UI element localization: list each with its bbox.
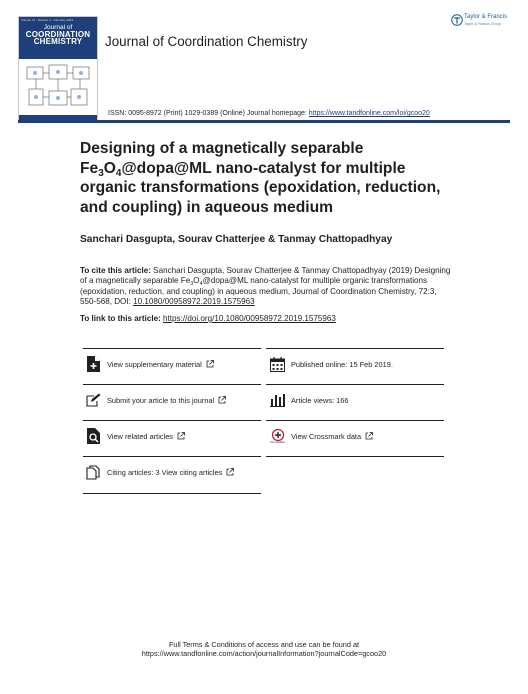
crossmark-label: View Crossmark data: [291, 431, 362, 441]
cover-journal-line1: Journal of: [43, 24, 73, 31]
external-link-icon: [218, 396, 226, 404]
cite-label: To cite this article:: [80, 266, 154, 275]
submit-label: Submit your article to this journal: [107, 395, 215, 405]
title-sub3: 3: [98, 167, 104, 179]
published-online: [270, 356, 393, 372]
divider: [83, 384, 261, 385]
title-o: O: [103, 159, 116, 177]
citing-label: Citing articles: 3 View citing articles: [107, 467, 223, 477]
cite-sub3: 3: [190, 281, 194, 288]
cover-figure: [25, 63, 91, 111]
title-sub4: 4: [115, 167, 122, 179]
issn-text: ISSN: 0095-8972 (Print) 1029-0389 (Online) Journal homepage:: [108, 110, 309, 117]
divider: [83, 420, 261, 421]
external-link-icon: [365, 432, 373, 440]
cover-journal-name: [21, 24, 95, 45]
publisher-name: Taylor & Francis: [464, 14, 508, 20]
external-link-icon: [226, 468, 234, 476]
journal-title[interactable]: Journal of Coordination Chemistry: [105, 34, 308, 49]
crossmark-icon: [270, 428, 285, 444]
supplementary-label: View supplementary material: [107, 359, 202, 369]
title-fe: Fe: [80, 159, 99, 177]
divider: [83, 348, 261, 349]
external-link-icon: [177, 432, 185, 440]
publisher-tagline: Taylor & Francis Group: [464, 22, 501, 26]
citation-block: [80, 266, 452, 307]
issn-line: [108, 110, 430, 117]
views-label: Article views: 166: [291, 395, 349, 405]
cite-o: O: [193, 276, 200, 286]
divider: [83, 493, 261, 494]
title-rest: @dopa@ML nano-catalyst for multiple organic transformations (epoxidation, reduction, and coupling) in aqueous medium: [80, 159, 441, 216]
journal-cover: [18, 16, 98, 122]
cover-small-text: Volume 72 · Number 3 · February 2019: [21, 18, 74, 22]
taylor-francis-logo-icon[interactable]: [451, 14, 463, 26]
divider: [83, 456, 261, 457]
citing-articles-link[interactable]: [86, 464, 234, 480]
crossmark-link[interactable]: [270, 428, 373, 444]
document-plus-icon: [86, 356, 101, 372]
supplementary-material-link[interactable]: [86, 356, 214, 372]
title-prefix: Designing of a magnetically separable: [80, 140, 364, 157]
footer-url[interactable]: https://www.tandfonline.com/action/journalInformation?journalCode=gcoo20: [141, 649, 387, 658]
submit-article-link[interactable]: [86, 392, 226, 408]
doi-link[interactable]: 10.1080/00958972.2019.1575963: [133, 296, 255, 306]
published-label: Published online: 15 Feb 2019.: [291, 359, 393, 369]
cite-part1: Sanchari Dasgupta, Sourav Chatterjee & Tanmay Chattopadhyay (2019) Designing of a magnetically separable Fe: [80, 266, 451, 286]
article-doi-url[interactable]: https://doi.org/10.1080/00958972.2019.1575963: [163, 314, 336, 323]
cover-journal-line3: CHEMISTRY: [33, 37, 83, 46]
link-label: To link to this article:: [80, 314, 164, 323]
journal-homepage-link[interactable]: https://www.tandfonline.com/loi/gcoo20: [308, 110, 430, 117]
article-views: [270, 392, 349, 408]
cover-band: [19, 17, 97, 59]
divider: [266, 348, 444, 349]
divider: [266, 420, 444, 421]
header-rule: [18, 120, 510, 123]
related-articles-link[interactable]: [86, 428, 185, 444]
article-link-line: [80, 314, 336, 323]
footer-line1: Full Terms & Conditions of access and use can be found at: [168, 640, 360, 649]
bar-chart-icon: [270, 392, 285, 408]
external-link-icon: [206, 360, 214, 368]
calendar-icon: [270, 356, 285, 372]
related-label: View related articles: [107, 431, 173, 441]
cite-sub4: 4: [199, 281, 203, 288]
divider: [266, 456, 444, 457]
copy-documents-icon: [86, 464, 101, 480]
edit-icon: [86, 392, 101, 408]
cover-journal-line2: COORDINATION: [25, 30, 91, 39]
search-document-icon: [86, 428, 101, 444]
crossmark-icon-label: CrossMark: [270, 439, 285, 444]
divider: [266, 384, 444, 385]
article-title: [80, 139, 460, 217]
cite-part2: @dopa@ML nano-catalyst for multiple organic transformations (epoxidation, reduction, and coupling) in aqueous medium, Journal of Coordination Chemistry, 72:3, 550-568, DOI:: [80, 276, 437, 306]
authors: Sanchari Dasgupta, Sourav Chatterjee & Tanmay Chattopadhyay: [80, 234, 393, 245]
